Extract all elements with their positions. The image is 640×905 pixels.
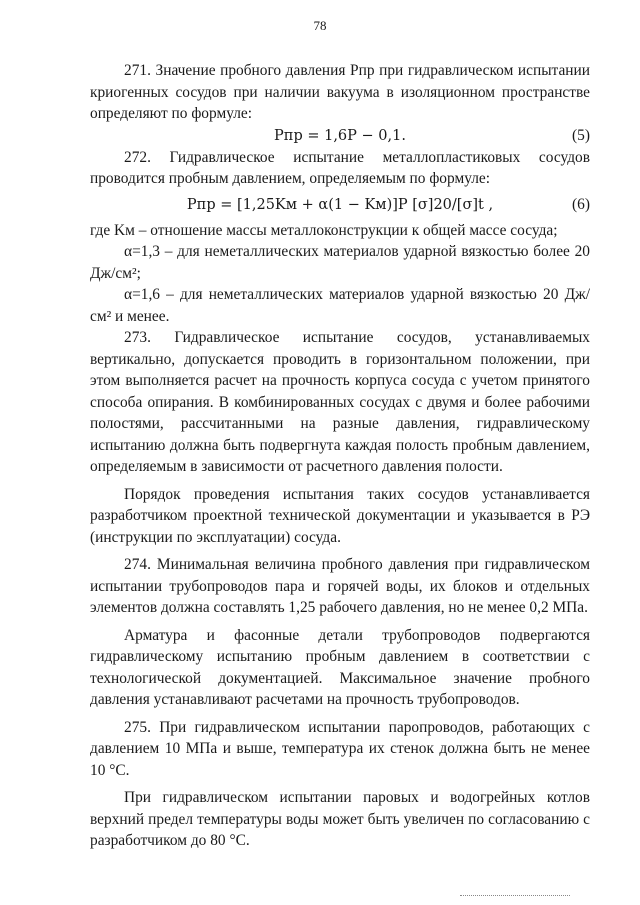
paragraph-274-fittings: Арматура и фасонные детали трубопроводов подвергаются гидравлическому испытанию пробным давлением в соответствии с технологической документацией. Максимальное значение пробного давления устанавливают расчетами на прочность трубопроводов.	[90, 626, 590, 708]
formula-6-expression: Pпр = [1,25Kм + α(1 − Kм)]P [σ]20/[σ]t ,	[186, 196, 494, 213]
page-content	[90, 60, 590, 852]
paragraph-273-procedure: Порядок проведения испытания таких сосудов устанавливается разработчиком проектной технической документации и указывается в РЭ (инструкции по эксплуатации) сосуда.	[90, 485, 590, 546]
formula-6-number: (6)	[572, 195, 590, 213]
formula-6	[90, 190, 590, 220]
paragraph-km-definition: где Kм – отношение массы металлоконструкции к общей массе сосуда;	[90, 221, 558, 239]
paragraph-273: 273. Гидравлическое испытание сосудов, устанавливаемых вертикально, допускается проводить в горизонтальном положении, при этом выполняется расчет на прочность корпуса сосуда с учетом принятого способа опирания. В комбинированных сосудах с двумя и более рабочими полостями, рассчитанными на разные давления, гидравлическому испытанию должна быть подвергнута каждая полость пробным давлением, определяемым в зависимости от расчетного давления полости.	[90, 329, 590, 475]
formula-5-number: (5)	[572, 126, 590, 144]
paragraph-alpha-1-3: α=1,3 – для неметаллических материалов ударной вязкостью более 20 Дж/см²;	[90, 243, 590, 282]
formula-5-expression: Pпр = 1,6P − 0,1.	[274, 127, 406, 144]
scan-artifact	[460, 895, 570, 899]
paragraph-275-boilers: При гидравлическом испытании паровых и водогрейных котлов верхний предел температуры воды может быть увеличен по согласованию с разработчиком до 80 °С.	[90, 789, 590, 849]
paragraph-275: 275. При гидравлическом испытании паропроводов, работающих с давлением 10 МПа и выше, температура их стенок должна быть не менее 10 °С.	[90, 718, 590, 779]
page-number: 78	[313, 18, 327, 33]
paragraph-alpha-1-6: α=1,6 – для неметаллических материалов ударной вязкостью 20 Дж/см² и менее.	[90, 286, 590, 325]
formula-5	[90, 125, 590, 147]
paragraph-271: 271. Значение пробного давления Pпр при гидравлическом испытании криогенных сосудов при наличии вакуума в изоляционном пространстве определяют по формуле:	[90, 62, 590, 122]
paragraph-272: 272. Гидравлическое испытание металлопластиковых сосудов проводится пробным давлением, определяемым по формуле:	[90, 148, 590, 187]
paragraph-274: 274. Минимальная величина пробного давления при гидравлическом испытании трубопроводов пара и горячей воды, их блоков и отдельных элементов должна составлять 1,25 рабочего давления, но не менее 0,2 МПа.	[90, 556, 590, 616]
